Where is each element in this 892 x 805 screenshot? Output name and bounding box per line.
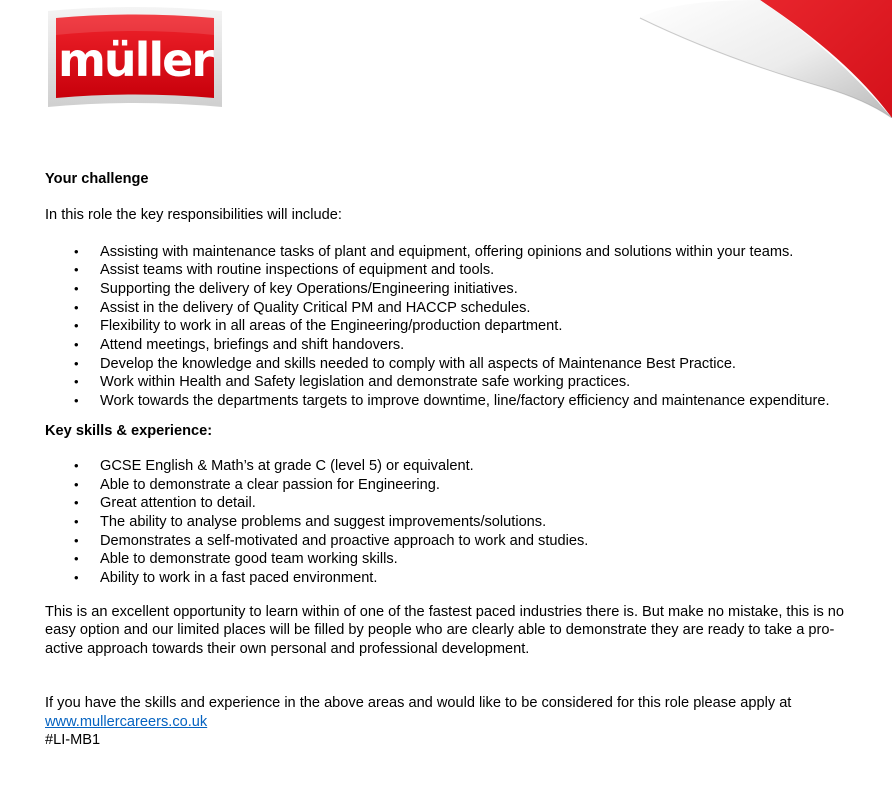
- apply-text: If you have the skills and experience in the above areas and would like to be considered for this role please apply at: [45, 695, 792, 712]
- list-item: • Able to demonstrate a clear passion for Engineering.: [74, 476, 440, 493]
- bullet-icon: •: [74, 243, 79, 259]
- list-item: • Able to demonstrate good team working skills.: [74, 551, 398, 568]
- bullet-icon: •: [74, 299, 79, 315]
- bullet-icon: •: [74, 476, 79, 492]
- challenge-heading: Your challenge: [45, 171, 149, 187]
- job-description: [45, 170, 850, 750]
- list-item: • GCSE English & Math’s at grade C (level 5) or equivalent.: [74, 457, 474, 474]
- skills-heading: Key skills & experience:: [45, 422, 213, 439]
- bullet-icon: •: [74, 280, 79, 296]
- list-item: • Assist teams with routine inspections of equipment and tools.: [74, 262, 495, 279]
- careers-link[interactable]: www.mullercareers.co.uk: [45, 713, 208, 730]
- bullet-icon: •: [74, 355, 79, 371]
- hashtag-tag: #LI-MB1: [45, 732, 101, 749]
- list-item: • Assist in the delivery of Quality Critical PM and HACCP schedules.: [74, 299, 531, 316]
- page-curl-corner-icon: [630, 0, 892, 118]
- bullet-icon: •: [74, 551, 79, 567]
- list-item: • Flexibility to work in all areas of the Engineering/production department.: [74, 318, 563, 335]
- bullet-icon: •: [74, 532, 79, 548]
- list-item: • The ability to analyse problems and suggest improvements/solutions.: [74, 513, 547, 530]
- closing-paragraph: This is an excellent opportunity to learn within of one of the fastest paced industries there is. But make no mistake, this is no easy option and our limited places will be filled by people who are clearly able to demonstrate they are ready to take a pro-active approach towards their own personal and professional development.: [45, 603, 845, 657]
- responsibilities-list: [45, 243, 850, 411]
- bullet-icon: •: [74, 457, 79, 473]
- logo-wordmark: müller: [57, 33, 213, 87]
- bullet-icon: •: [74, 513, 79, 529]
- list-item: • Supporting the delivery of key Operations/Engineering initiatives.: [74, 280, 518, 297]
- bullet-icon: •: [74, 570, 79, 586]
- muller-logo: [46, 5, 224, 113]
- skills-list: [45, 457, 850, 588]
- bullet-icon: •: [74, 393, 79, 409]
- bullet-icon: •: [74, 495, 79, 511]
- bullet-icon: •: [74, 262, 79, 278]
- list-item: • Assisting with maintenance tasks of plant and equipment, offering opinions and solutions within your teams.: [74, 243, 794, 260]
- list-item: • Work within Health and Safety legislation and demonstrate safe working practices.: [74, 374, 631, 391]
- list-item: • Great attention to detail.: [74, 495, 256, 512]
- bullet-icon: •: [74, 374, 79, 390]
- list-item: • Demonstrates a self-motivated and proactive approach to work and studies.: [74, 532, 589, 549]
- challenge-intro: In this role the key responsibilities will include:: [45, 207, 342, 223]
- bullet-icon: •: [74, 337, 79, 353]
- list-item: • Work towards the departments targets to improve downtime, line/factory efficiency and maintenance expenditure.: [74, 393, 830, 410]
- list-item: • Develop the knowledge and skills needed to comply with all aspects of Maintenance Best Practice.: [74, 355, 736, 372]
- list-item: • Ability to work in a fast paced environment.: [74, 570, 378, 587]
- list-item: • Attend meetings, briefings and shift handovers.: [74, 337, 405, 354]
- bullet-icon: •: [74, 318, 79, 334]
